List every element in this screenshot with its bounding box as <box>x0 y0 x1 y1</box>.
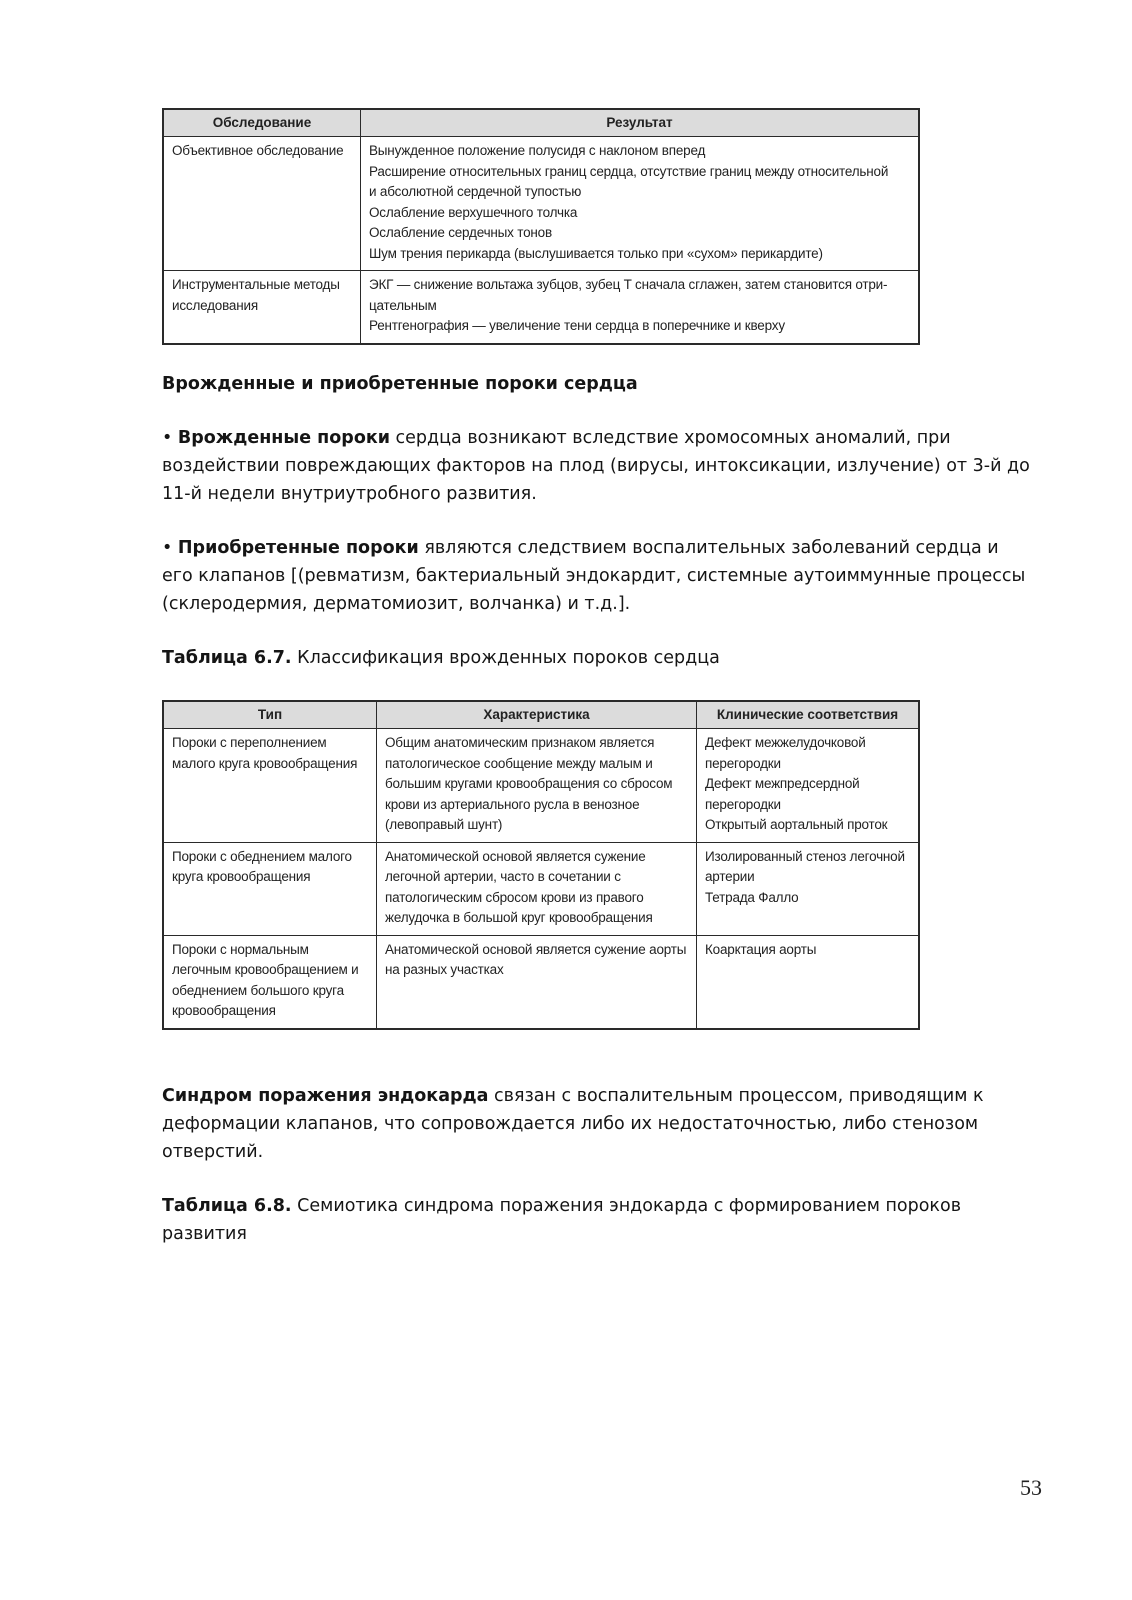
column-header: Тип <box>163 701 377 729</box>
table-header-row <box>163 701 919 729</box>
table-caption <box>162 1192 1032 1248</box>
clinical-line: Тетрада Фалло <box>705 889 799 905</box>
table-number: Таблица 6.7. <box>162 648 292 668</box>
paragraph-acquired-defects <box>162 534 1032 618</box>
table-caption <box>162 644 1062 672</box>
table-cell-clinical <box>697 729 920 843</box>
table-cell-characteristic: Анатомической основой является сужение легочной артерии, часто в сочетании с патологическим сбросом крови из правого желудочка в большой круг кровообращения <box>377 842 697 935</box>
table-row <box>163 935 919 1029</box>
clinical-line: Дефект межпредсердной перегородки <box>705 776 860 812</box>
paragraph-text: связан с воспалительным процессом, приводящим к деформации клапанов, что сопровождается либо их недостаточностью, либо стенозом отверстий. <box>162 1086 984 1162</box>
column-header: Обследование <box>163 109 361 137</box>
paragraph-text: являются следствием воспалительных заболеваний сердца и его клапанов [(ревматизм, бактериальный эндокардит, системные аутоиммунные процессы (склеродермия, дерматомиозит, волчанка) и т.д.]. <box>162 538 1026 614</box>
examination-results-table <box>162 108 920 345</box>
table-cell-method: Объективное обследование <box>163 137 361 271</box>
section-heading: Врожденные и приобретенные пороки сердца <box>162 374 638 394</box>
paragraph-endocardial-syndrome <box>162 1082 1032 1166</box>
page-number: 53 <box>1020 1475 1042 1500</box>
result-line: Вынужденное положение полусидя с наклоном вперед <box>369 143 706 158</box>
congenital-defects-classification-table <box>162 700 920 1030</box>
table-cell-type: Пороки с обеднением малого круга кровообращения <box>163 842 377 935</box>
result-line: ЭКГ — снижение вольтажа зубцов, зубец T сначала сглажен, затем становится отри- <box>369 277 888 292</box>
table-cell-type: Пороки с переполнением малого круга кровообращения <box>163 729 377 843</box>
paragraph-text: сердца возникают вследствие хромосомных аномалий, при воздействии повреждающих факторов на плод (вирусы, интоксикации, излучение) от 3-й до 11-й недели внутриутробного развития. <box>162 428 1030 504</box>
bullet: • <box>162 538 173 558</box>
bold-term: Приобретенные пороки <box>177 538 419 558</box>
table-cell-clinical <box>697 842 920 935</box>
caption-text: Семиотика синдрома поражения эндокарда с формированием пороков развития <box>162 1196 962 1244</box>
result-line: цательным <box>369 297 437 313</box>
table-header-row <box>163 109 919 137</box>
clinical-line: Коарктация аорты <box>705 941 817 957</box>
result-line: Шум трения перикарда (выслушивается только при «сухом» перикардите) <box>369 245 823 261</box>
caption-text: Классификация врожденных пороков сердца <box>291 648 720 668</box>
column-header: Клинические соответствия <box>697 701 920 729</box>
bold-term: Синдром поражения эндокарда <box>162 1086 489 1106</box>
table-row <box>163 729 919 843</box>
table-cell-characteristic: Общим анатомическим признаком является патологическое сообщение между малым и большим кругами кровообращения со сбросом крови из артериального русла в венозное (левоправый шунт) <box>377 729 697 843</box>
clinical-line: Дефект межжелудочковой перегородки <box>705 735 866 771</box>
table-cell-characteristic: Анатомической основой является сужение аорты на разных участках <box>377 935 697 1029</box>
table-cell-result <box>361 271 920 344</box>
clinical-line: Открытый аортальный проток <box>705 817 888 832</box>
table-row <box>163 271 919 344</box>
column-header: Характеристика <box>377 701 697 729</box>
table-cell-clinical <box>697 935 920 1029</box>
bullet: • <box>162 428 173 448</box>
table-cell-method: Инструментальные методы исследования <box>163 271 361 344</box>
result-line: Рентгенография — увеличение тени сердца в поперечнике и кверху <box>369 318 785 333</box>
table-row <box>163 842 919 935</box>
table-cell-type: Пороки с нормальным легочным кровообращением и обеднением большого круга кровообращения <box>163 935 377 1029</box>
bold-term: Врожденные пороки <box>177 428 390 448</box>
table-cell-result <box>361 137 920 271</box>
table-number: Таблица 6.8. <box>162 1196 292 1216</box>
result-line: и абсолютной сердечной тупостью <box>369 184 582 199</box>
result-line: Ослабление сердечных тонов <box>369 225 552 240</box>
result-line: Расширение относительных границ сердца, отсутствие границ между относительной <box>369 163 889 179</box>
paragraph-congenital-defects <box>162 424 1057 508</box>
column-header: Результат <box>361 109 920 137</box>
result-line: Ослабление верхушечного толчка <box>369 204 578 220</box>
clinical-line: Изолированный стеноз легочной артерии <box>705 848 905 884</box>
table-row <box>163 137 919 271</box>
